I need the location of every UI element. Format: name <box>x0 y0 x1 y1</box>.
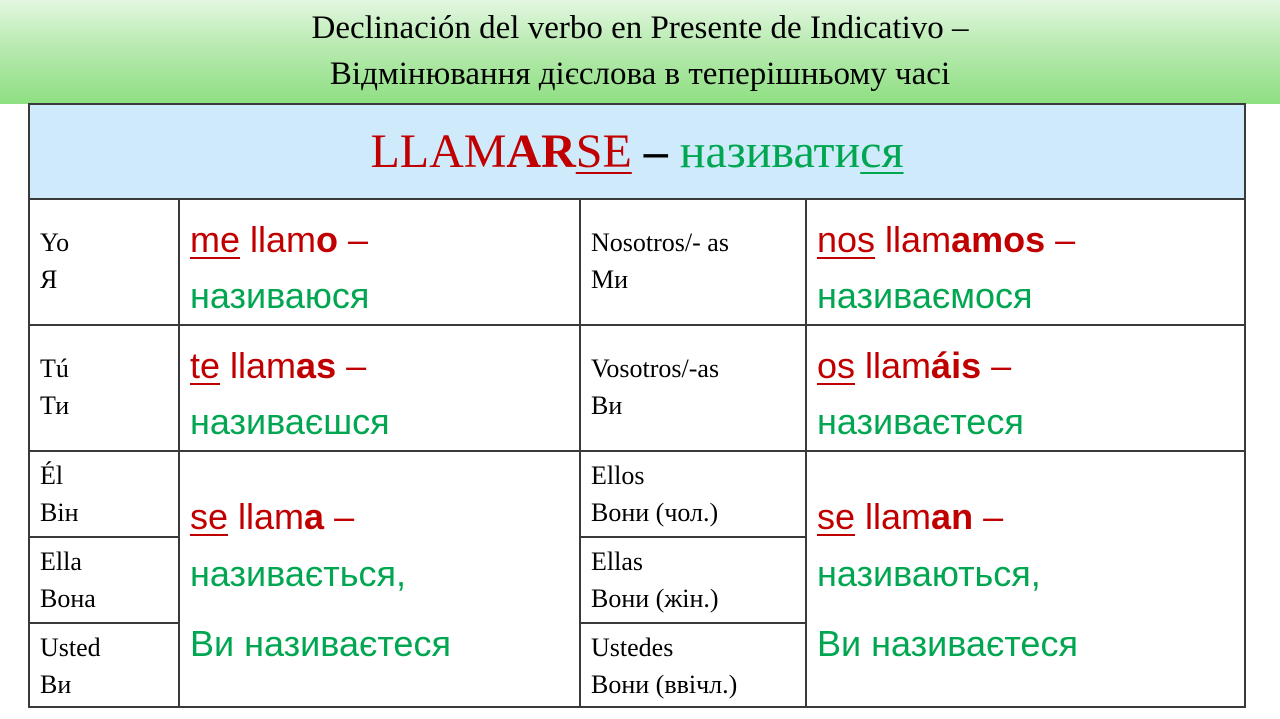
translation-stem: називати <box>679 125 861 178</box>
table-row <box>29 451 1245 537</box>
pronoun-ukrainian: Він <box>40 498 79 527</box>
verb-form <box>190 212 579 268</box>
verb-form <box>817 488 1244 545</box>
form-ending: amos <box>951 219 1046 260</box>
form-stem: llam <box>240 219 317 260</box>
verb-reflexive: SE <box>575 125 632 178</box>
pronoun-spanish: Vosotros/-as <box>591 354 720 383</box>
pronoun-cell <box>29 325 179 451</box>
verb-form-cell <box>179 199 580 325</box>
form-ending: o <box>316 219 339 260</box>
form-stem: llam <box>228 496 305 537</box>
form-dash: – <box>973 496 1004 537</box>
form-stem: llam <box>855 345 932 386</box>
pronoun-spanish: Ellos <box>591 461 645 490</box>
pronoun-cell <box>580 623 806 707</box>
form-translation-polite: Ви називаєтеся <box>190 623 451 664</box>
translation-reflexive: ся <box>860 125 904 178</box>
pronoun-spanish: Nosotros/- as <box>591 228 729 257</box>
form-dash: – <box>981 345 1012 386</box>
pronoun-ukrainian: Вони (чол.) <box>591 498 719 527</box>
verb-form <box>190 488 579 545</box>
form-stem: llam <box>875 219 952 260</box>
verb-form-cell <box>806 199 1245 325</box>
form-dash: – <box>338 219 369 260</box>
pronoun-ukrainian: Вона <box>40 584 96 613</box>
pronoun-ukrainian: Я <box>40 265 58 294</box>
verb-form-cell <box>806 451 1245 707</box>
verb-title-cell <box>29 104 1245 199</box>
pronoun-ukrainian: Ти <box>40 391 70 420</box>
pronoun-ukrainian: Ми <box>591 265 629 294</box>
form-translation: називаються, <box>817 553 1041 594</box>
pronoun-cell <box>580 451 806 537</box>
pronoun-spanish: Ellas <box>591 547 643 576</box>
conjugation-table <box>28 103 1246 708</box>
form-ending: áis <box>931 345 982 386</box>
pronoun-spanish: Ella <box>40 547 82 576</box>
reflexive-pronoun: se <box>190 496 229 537</box>
form-translation-polite: Ви називаєтеся <box>817 623 1078 664</box>
pronoun-spanish: Usted <box>40 633 101 662</box>
form-translation: називаємося <box>817 275 1033 316</box>
pronoun-cell <box>29 623 179 707</box>
verb-form-cell <box>179 325 580 451</box>
form-translation: називається, <box>190 553 406 594</box>
title-dash: – <box>631 125 680 178</box>
reflexive-pronoun: nos <box>817 219 876 260</box>
pronoun-ukrainian: Вони (ввічл.) <box>591 670 738 699</box>
form-ending: as <box>296 345 337 386</box>
reflexive-pronoun: te <box>190 345 221 386</box>
form-dash: – <box>324 496 355 537</box>
header-title-ukrainian: Відмінювання дієслова в теперішньому часі <box>329 56 951 92</box>
table-row <box>29 325 1245 451</box>
pronoun-cell <box>29 199 179 325</box>
pronoun-cell <box>580 537 806 623</box>
pronoun-cell <box>29 451 179 537</box>
pronoun-ukrainian: Ви <box>591 391 623 420</box>
form-translation: називаєтеся <box>817 401 1024 442</box>
pronoun-spanish: Él <box>40 461 64 490</box>
header-title-spanish: Declinación del verbo en Presente de Indicativo – <box>311 10 969 46</box>
verb-form-cell <box>806 325 1245 451</box>
form-dash: – <box>1045 219 1076 260</box>
verb-form-cell <box>179 451 580 707</box>
reflexive-pronoun: me <box>190 219 241 260</box>
form-translation: називаюся <box>190 275 370 316</box>
form-ending: a <box>304 496 325 537</box>
form-translation: називаєшся <box>190 401 390 442</box>
pronoun-spanish: Tú <box>40 354 69 383</box>
pronoun-ukrainian: Ви <box>40 670 72 699</box>
pronoun-cell <box>580 325 806 451</box>
verb-form <box>817 338 1244 394</box>
verb-stem: LLAM <box>370 125 507 178</box>
reflexive-pronoun: os <box>817 345 856 386</box>
reflexive-pronoun: se <box>817 496 856 537</box>
verb-form <box>817 212 1244 268</box>
pronoun-spanish: Ustedes <box>591 633 674 662</box>
form-dash: – <box>336 345 367 386</box>
pronoun-spanish: Yo <box>40 228 70 257</box>
form-stem: llam <box>220 345 297 386</box>
form-ending: an <box>931 496 974 537</box>
pronoun-cell <box>29 537 179 623</box>
table-row <box>29 199 1245 325</box>
verb-title <box>370 125 903 178</box>
pronoun-ukrainian: Вони (жін.) <box>591 584 719 613</box>
verb-ending: AR <box>506 125 576 178</box>
pronoun-cell <box>580 199 806 325</box>
form-stem: llam <box>855 496 932 537</box>
verb-form <box>190 338 579 394</box>
slide-header <box>0 0 1280 104</box>
